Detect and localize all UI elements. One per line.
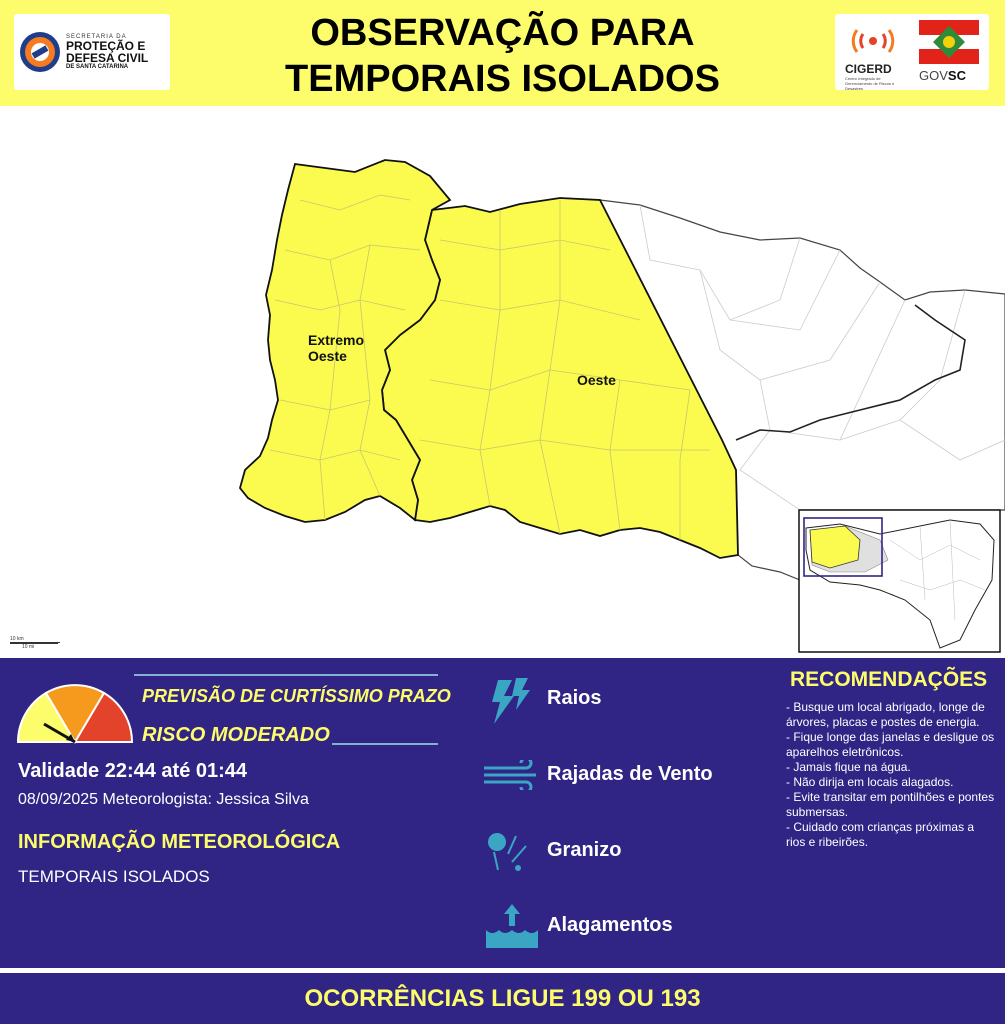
recommendation-item: - Evite transitar em pontilhões e pontes submersas. bbox=[786, 790, 995, 819]
recommendation-item: - Busque um local abrigado, longe de árvores, placas e postes de energia. bbox=[786, 700, 985, 729]
scale-bar bbox=[10, 636, 60, 650]
govsc-text bbox=[919, 68, 966, 83]
lightning-icon bbox=[486, 676, 532, 728]
forecast-type: PREVISÃO DE CURTÍSSIMO PRAZO bbox=[142, 686, 451, 706]
header bbox=[0, 0, 1005, 106]
region-label-oeste: Oeste bbox=[577, 372, 616, 388]
flood-icon bbox=[484, 902, 540, 950]
scale-mi: 10 mi bbox=[10, 643, 58, 650]
civil-defense-logo bbox=[14, 14, 170, 90]
recommendations-title: RECOMENDAÇÕES bbox=[790, 668, 988, 691]
civil-defense-emblem-icon bbox=[18, 30, 62, 74]
hazard-rajadas: Rajadas de Vento bbox=[547, 763, 713, 785]
alert-map bbox=[0, 106, 1005, 658]
recommendations-list bbox=[786, 700, 996, 850]
risk-gauge-icon bbox=[16, 680, 134, 746]
wind-icon bbox=[482, 760, 540, 790]
govsc-prefix: GOV bbox=[919, 68, 948, 83]
govsc-suffix: SC bbox=[947, 68, 966, 83]
signal-wave-icon bbox=[851, 22, 895, 60]
info-text: TEMPORAIS ISOLADOS bbox=[18, 867, 210, 886]
logo-line1: SECRETARIA DA bbox=[66, 34, 127, 40]
divider-line-top bbox=[134, 674, 438, 676]
recommendation-item: - Fique longe das janelas e desligue os aparelhos eletrônicos. bbox=[786, 730, 995, 759]
emergency-footer: OCORRÊNCIAS LIGUE 199 OU 193 bbox=[0, 970, 1005, 1024]
title-line-2: TEMPORAIS ISOLADOS bbox=[285, 58, 720, 100]
cigerd-name: CIGERD bbox=[845, 62, 892, 76]
hazard-granizo: Granizo bbox=[547, 839, 622, 861]
title-line-1: OBSERVAÇÃO PARA bbox=[310, 12, 695, 54]
logo-line2: PROTEÇÃO E bbox=[66, 39, 146, 53]
hail-icon bbox=[486, 826, 532, 874]
logo-line4: DE SANTA CATARINA bbox=[66, 64, 129, 70]
scale-km: 10 km bbox=[10, 636, 60, 643]
recommendation-item: - Cuidado com crianças próximas a rios e ribeirões. bbox=[786, 820, 975, 849]
risk-level: RISCO MODERADO bbox=[142, 724, 330, 746]
issue-meta: 08/09/2025 Meteorologista: Jessica Silva bbox=[18, 791, 309, 808]
recommendation-item: - Não dirija em locais alagados. bbox=[786, 775, 954, 789]
map-svg bbox=[0, 106, 1005, 658]
logo-line3: DEFESA CIVIL bbox=[66, 51, 149, 65]
hazard-alagamentos: Alagamentos bbox=[547, 914, 673, 936]
cigerd-subtitle: Centro Integrado de Gerenciamento de Riscos e Desastres bbox=[845, 76, 895, 91]
region-label-extremo-oeste: Extremo Oeste bbox=[308, 332, 365, 364]
recommendation-item: - Jamais fique na água. bbox=[786, 760, 911, 774]
sc-flag-icon bbox=[919, 20, 979, 64]
page-title bbox=[200, 10, 805, 102]
info-title: INFORMAÇÃO METEOROLÓGICA bbox=[18, 831, 341, 853]
inset-locator-map bbox=[799, 510, 1000, 652]
validity-period: Validade 22:44 até 01:44 bbox=[18, 760, 248, 782]
partner-logos bbox=[835, 14, 989, 90]
hazard-raios: Raios bbox=[547, 687, 602, 709]
divider-line-risk bbox=[332, 743, 438, 745]
